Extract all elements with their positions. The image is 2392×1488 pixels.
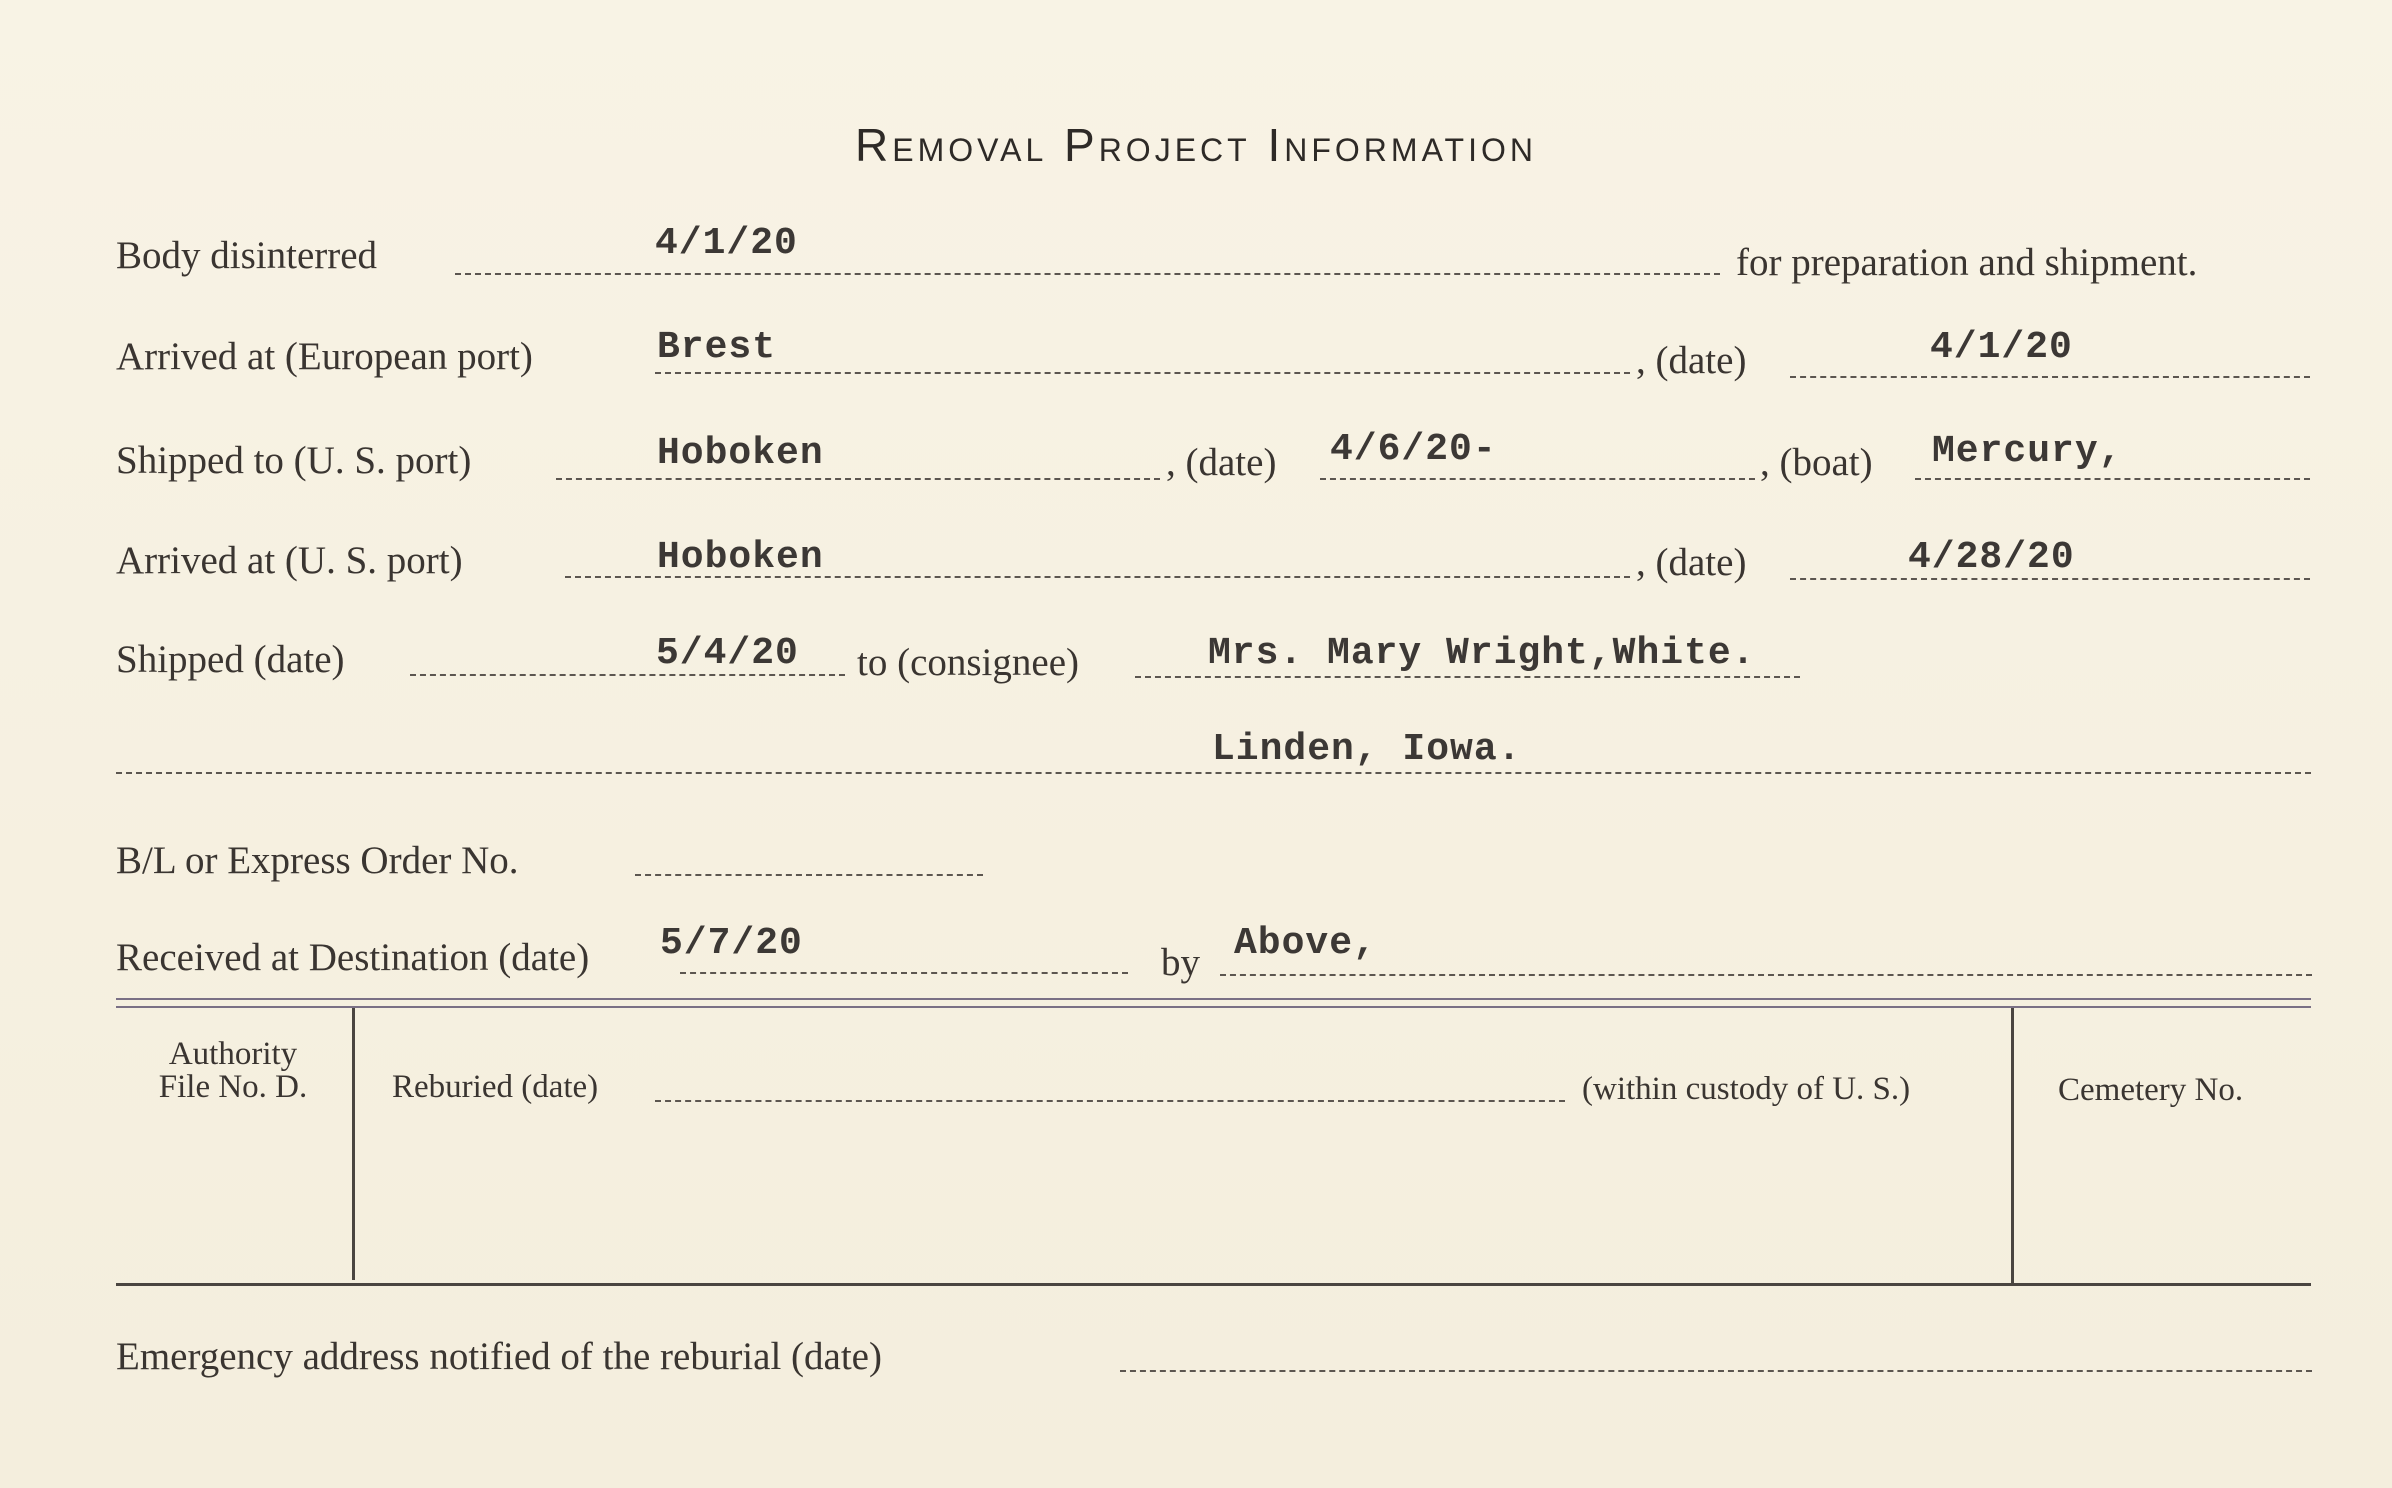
boat-label: , (boat) [1760, 441, 1873, 484]
authority-label-line2: File No. D. [158, 1069, 308, 1105]
received-label: Received at Destination (date) [116, 936, 590, 979]
shipped-date-line [1320, 478, 1755, 480]
for-preparation-label: for preparation and shipment. [1736, 241, 2198, 284]
to-consignee-label: to (consignee) [857, 641, 1080, 684]
shipped-consignee-date-label: Shipped (date) [116, 638, 345, 681]
shipped-to-label: Shipped to (U. S. port) [116, 439, 472, 482]
european-port-line [655, 372, 1630, 374]
disinterred-date-value: 4/1/20 [655, 222, 798, 265]
boat-value: Mercury, [1932, 430, 2123, 473]
consignee-name-value: Mrs. Mary Wright,White. [1208, 632, 1756, 675]
european-port-value: Brest [657, 326, 777, 369]
shipped-date-value: 4/6/20- [1330, 428, 1497, 471]
reburied-line [655, 1100, 1565, 1102]
emergency-line [1120, 1370, 2312, 1372]
european-date-value: 4/1/20 [1930, 326, 2073, 369]
reburied-label: Reburied (date) [392, 1069, 599, 1105]
arrived-european-label: Arrived at (European port) [116, 335, 533, 378]
european-date-label: , (date) [1636, 339, 1747, 382]
by-label: by [1161, 941, 1200, 984]
arrived-us-date-label: , (date) [1636, 541, 1747, 584]
authority-label-line1: Authority [168, 1036, 298, 1072]
body-disinterred-label: Body disinterred [116, 234, 378, 277]
double-rule-bottom [116, 1006, 2311, 1008]
consignee-address-line [116, 772, 2311, 774]
shipped-to-line [556, 478, 1160, 480]
authority-divider [352, 1008, 355, 1280]
bl-order-label: B/L or Express Order No. [116, 839, 519, 882]
custody-label: (within custody of U. S.) [1582, 1071, 1911, 1107]
european-date-line [1790, 376, 2310, 378]
card-title: Removal Project Information [855, 119, 1537, 171]
received-by-line [1220, 974, 2312, 976]
shipped-date-label: , (date) [1166, 441, 1277, 484]
cemetery-divider [2011, 1008, 2014, 1284]
boat-line [1915, 478, 2310, 480]
double-rule-top [116, 998, 2311, 1000]
consignee-address-value: Linden, Iowa. [1212, 728, 1522, 771]
received-date-line [680, 972, 1128, 974]
arrived-us-date-value: 4/28/20 [1908, 536, 2075, 579]
body-disinterred-line [455, 273, 1720, 275]
arrived-us-label: Arrived at (U. S. port) [116, 539, 463, 582]
received-by-value: Above, [1234, 922, 1377, 965]
table-bottom-rule [116, 1283, 2311, 1286]
bl-order-line [635, 874, 983, 876]
consignee-line [1135, 676, 1800, 678]
cemetery-label: Cemetery No. [2058, 1072, 2244, 1108]
received-date-value: 5/7/20 [660, 922, 803, 965]
shipped-consignee-date-value: 5/4/20 [656, 632, 799, 675]
arrived-us-port-value: Hoboken [657, 536, 824, 579]
emergency-label: Emergency address notified of the reburial (date) [116, 1335, 882, 1378]
shipped-to-port-value: Hoboken [657, 432, 824, 475]
